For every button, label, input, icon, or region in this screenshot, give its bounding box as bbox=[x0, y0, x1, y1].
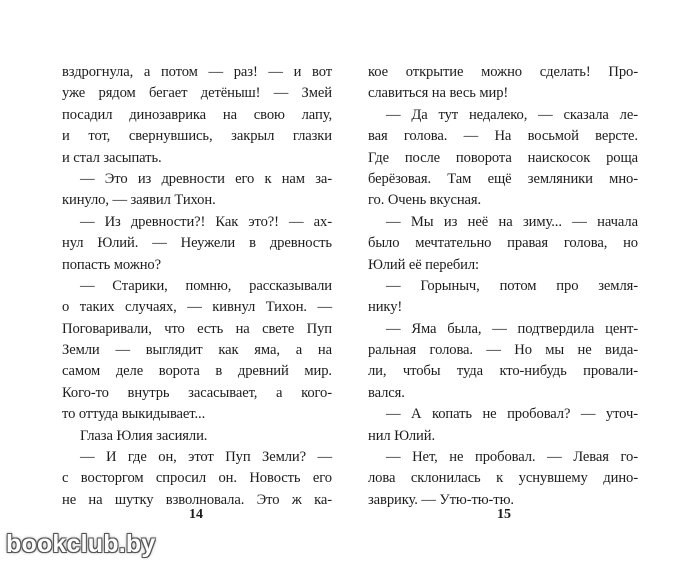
text-line: — И где он, этот Пуп Земли? — bbox=[80, 449, 332, 466]
text-line: — А копать не пробовал? — уточ- bbox=[386, 406, 638, 423]
text-line: Земли — выглядит как яма, а на bbox=[62, 342, 332, 359]
text-line: славиться на весь мир! bbox=[368, 85, 509, 102]
text-line: о таких случаях, — кивнул Тихон. — bbox=[62, 299, 332, 316]
text-line: вая голова. — На восьмой версте. bbox=[368, 128, 638, 145]
text-line: ральная голова. — Но мы не вида- bbox=[368, 342, 638, 359]
left-page bbox=[62, 62, 332, 511]
text-line: кинуло, — заявил Тихон. bbox=[62, 192, 216, 209]
text-line: не на шутку взволновала. Это ж ка- bbox=[62, 491, 332, 508]
text-line: заврику. — Утю-тю-тю. bbox=[368, 491, 514, 508]
text-line: нул Юлий. — Неужели в древность bbox=[62, 235, 332, 252]
text-line: — Из древности?! Как это?! — ах- bbox=[80, 213, 332, 230]
text-line: — Нет, не пробовал. — Левая го- bbox=[386, 449, 638, 466]
text-line: Кого-то внутрь засасывает, а кого- bbox=[62, 384, 332, 401]
right-page-text bbox=[368, 62, 638, 511]
text-line: кое открытие можно сделать! Про- bbox=[368, 64, 638, 80]
text-line: вздрогнула, а потом — раз! — и вот bbox=[62, 64, 332, 80]
text-line: было мечтательно правая голова, но bbox=[368, 235, 638, 252]
text-line: вался. bbox=[368, 384, 405, 401]
text-line: с восторгом спросил он. Новость его bbox=[62, 470, 332, 487]
text-line: — Мы из неё на зиму... — начала bbox=[386, 213, 638, 230]
text-line: и стал засыпать. bbox=[62, 149, 162, 166]
text-line: — Горыныч, потом про земля- bbox=[386, 277, 638, 294]
text-line: лова склонилась к уснувшему дино- bbox=[368, 470, 638, 487]
text-line: ли, чтобы туда кто-нибудь провали- bbox=[368, 363, 638, 380]
text-line: — Это из древности его к нам за- bbox=[80, 170, 332, 187]
text-line: нил Юлий. bbox=[368, 427, 436, 444]
page-number-left: 14 bbox=[189, 507, 203, 522]
text-line: посадил динозаврика на свою лапу, bbox=[62, 106, 332, 123]
text-line: и тот, свернувшись, закрыл глазки bbox=[62, 128, 332, 145]
text-line: самом деле ворота в древний мир. bbox=[62, 363, 332, 380]
text-line: Глаза Юлия засияли. bbox=[80, 427, 208, 444]
text-line: — Яма была, — подтвердила цент- bbox=[386, 320, 638, 337]
text-line: уже рядом бегает детёныш! — Змей bbox=[62, 85, 332, 102]
left-page-text bbox=[62, 62, 332, 511]
text-line: го. Очень вкусная. bbox=[368, 192, 482, 209]
text-line: то оттуда выкидывает... bbox=[62, 406, 206, 423]
text-line: нику! bbox=[368, 299, 403, 316]
text-line: берёзовая. Там ещё земляники мно- bbox=[368, 170, 638, 187]
watermark: bookclub.by bbox=[6, 530, 156, 558]
text-line: — Старики, помню, рассказывали bbox=[80, 277, 332, 294]
text-line: Где после поворота наискосок роща bbox=[368, 149, 638, 166]
page-number-right: 15 bbox=[497, 507, 511, 522]
text-line: — Да тут недалеко, — сказала ле- bbox=[386, 106, 638, 123]
text-line: попасть можно? bbox=[62, 256, 161, 273]
text-line: Поговаривали, что есть на свете Пуп bbox=[62, 320, 332, 337]
right-page bbox=[368, 62, 638, 511]
text-line: Юлий её перебил: bbox=[368, 256, 479, 273]
